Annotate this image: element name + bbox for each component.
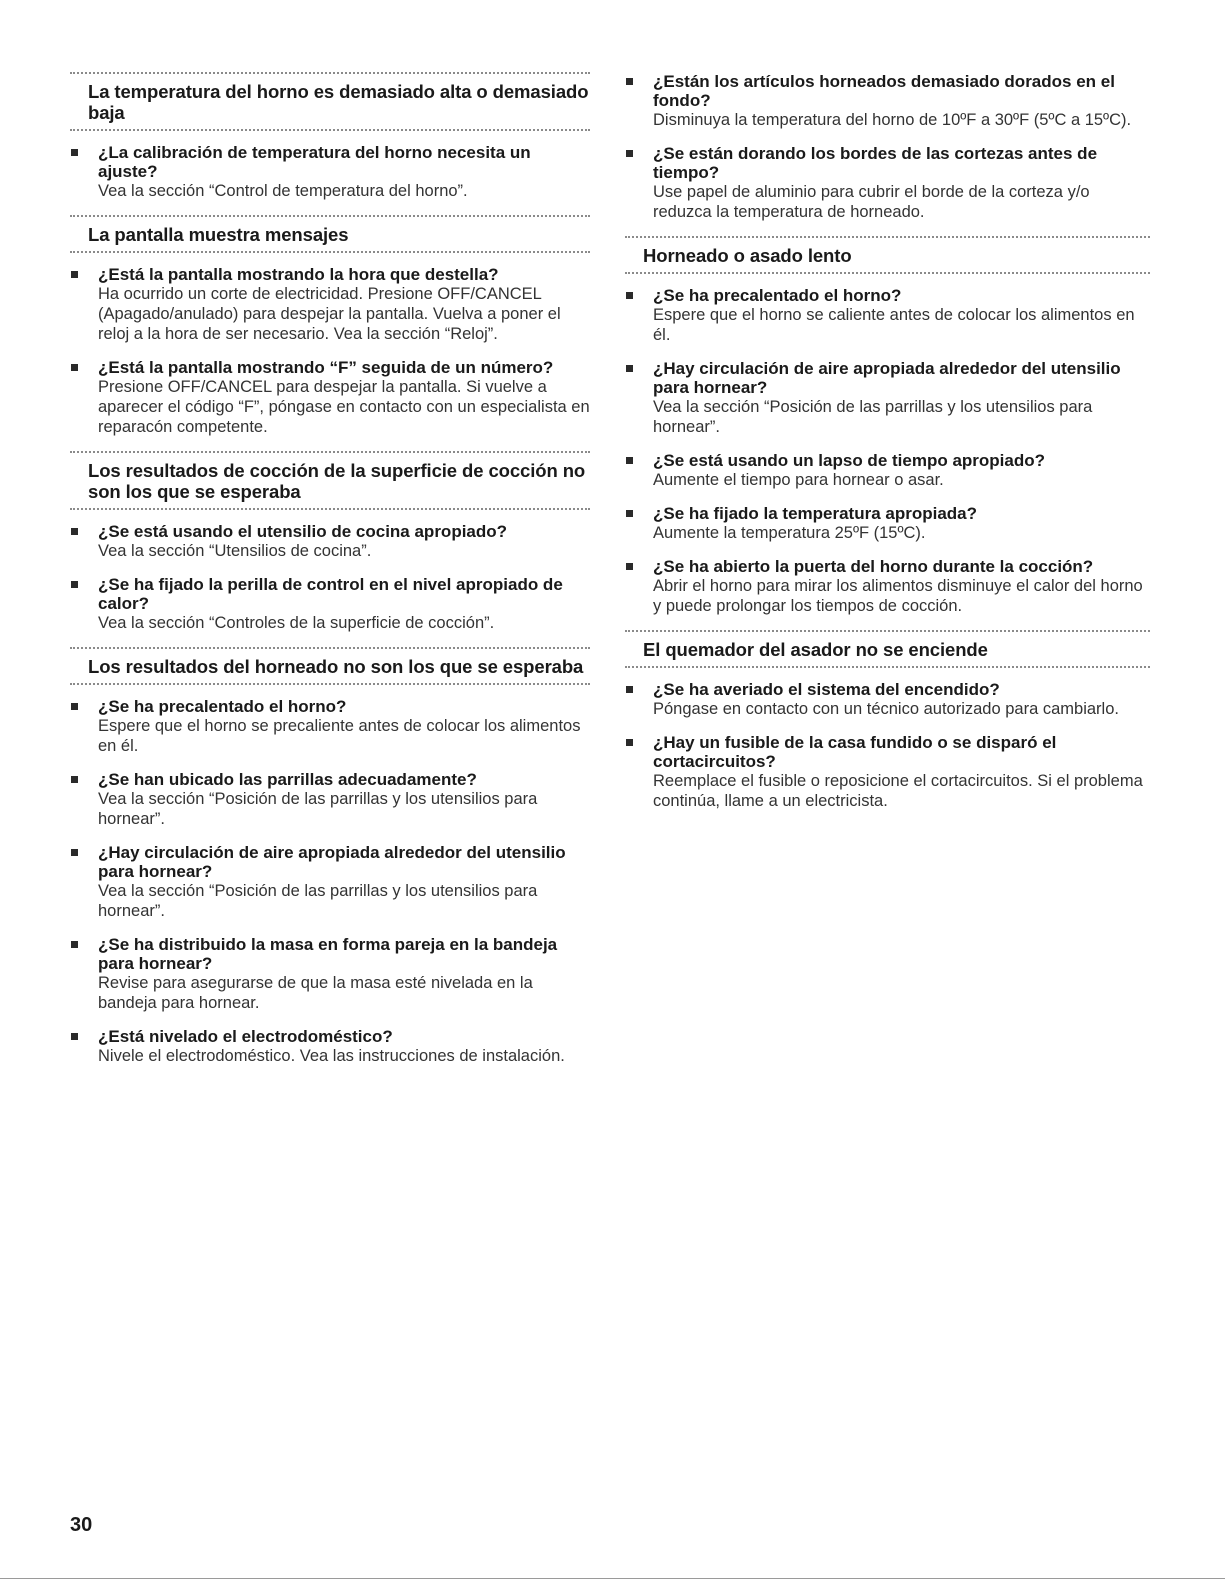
question: ¿Hay circulación de aire apropiada alrededor del utensilio para hornear? bbox=[653, 359, 1121, 397]
bullet-square-icon bbox=[626, 686, 633, 693]
question: ¿Se ha averiado el sistema del encendido? bbox=[653, 680, 1000, 699]
answer: Use papel de aluminio para cubrir el borde de la corteza y/o reduzca la temperatura de horneado. bbox=[653, 183, 1090, 221]
answer: Presione OFF/CANCEL para despejar la pantalla. Si vuelve a aparecer el código “F”, póngase en contacto con un especialista en reparacón competente. bbox=[98, 378, 590, 436]
left-column bbox=[70, 72, 590, 1080]
bullet-square-icon bbox=[626, 78, 633, 85]
bullet-square-icon bbox=[71, 271, 78, 278]
answer: Vea la sección “Posición de las parrillas y los utensilios para hornear”. bbox=[653, 398, 1093, 436]
list-item bbox=[625, 359, 1150, 437]
bullet-square-icon bbox=[71, 528, 78, 535]
answer: Vea la sección “Utensilios de cocina”. bbox=[98, 542, 372, 560]
question: ¿Está la pantalla mostrando “F” seguida de un número? bbox=[98, 358, 554, 377]
bullet-square-icon bbox=[71, 149, 78, 156]
question: ¿Se han ubicado las parrillas adecuadamente? bbox=[98, 770, 477, 789]
list-item bbox=[70, 265, 590, 344]
list-item bbox=[625, 733, 1150, 811]
answer: Nivele el electrodoméstico. Vea las instrucciones de instalación. bbox=[98, 1047, 565, 1065]
bullet-square-icon bbox=[626, 563, 633, 570]
bullet-square-icon bbox=[71, 849, 78, 856]
answer: Espere que el horno se caliente antes de colocar los alimentos en él. bbox=[653, 306, 1135, 344]
bullet-square-icon bbox=[71, 1033, 78, 1040]
bullet-square-icon bbox=[71, 581, 78, 588]
answer: Vea la sección “Controles de la superficie de cocción”. bbox=[98, 614, 495, 632]
list-item bbox=[625, 557, 1150, 616]
section-quemador-asador bbox=[625, 630, 1150, 811]
list-item bbox=[70, 697, 590, 756]
answer: Vea la sección “Posición de las parrillas y los utensilios para hornear”. bbox=[98, 790, 538, 828]
question: ¿Se están dorando los bordes de las cortezas antes de tiempo? bbox=[653, 144, 1098, 182]
list-item bbox=[70, 358, 590, 437]
answer: Disminuya la temperatura del horno de 10ºF a 30ºF (5ºC a 15ºC). bbox=[653, 111, 1132, 129]
section-heading: La temperatura del horno es demasiado alta o demasiado baja bbox=[88, 81, 589, 123]
section-pantalla bbox=[70, 215, 590, 437]
question: ¿Está la pantalla mostrando la hora que destella? bbox=[98, 265, 499, 284]
list-item bbox=[70, 575, 590, 633]
answer: Aumente el tiempo para hornear o asar. bbox=[653, 471, 944, 489]
section-heading: La pantalla muestra mensajes bbox=[88, 224, 349, 245]
question: ¿Se ha fijado la temperatura apropiada? bbox=[653, 504, 978, 523]
list-item bbox=[70, 770, 590, 829]
section-superficie bbox=[70, 451, 590, 633]
bullet-square-icon bbox=[626, 292, 633, 299]
list-item bbox=[70, 935, 590, 1013]
question: ¿Están los artículos horneados demasiado dorados en el fondo? bbox=[653, 72, 1115, 110]
section-heading: Los resultados de cocción de la superficie de cocción no son los que se esperaba bbox=[88, 460, 586, 502]
question: ¿Se ha precalentado el horno? bbox=[98, 697, 347, 716]
question: ¿Se está usando el utensilio de cocina apropiado? bbox=[98, 522, 508, 541]
bullet-square-icon bbox=[626, 365, 633, 372]
continued-items bbox=[625, 72, 1150, 222]
bullet-square-icon bbox=[626, 739, 633, 746]
list-item bbox=[625, 286, 1150, 345]
list-item bbox=[625, 680, 1150, 719]
question: ¿Se ha abierto la puerta del horno durante la cocción? bbox=[653, 557, 1094, 576]
list-item bbox=[625, 504, 1150, 543]
section-heading: Horneado o asado lento bbox=[643, 245, 852, 266]
list-item bbox=[70, 522, 590, 561]
list-item bbox=[625, 144, 1150, 222]
bullet-square-icon bbox=[71, 364, 78, 371]
bullet-square-icon bbox=[71, 941, 78, 948]
list-item bbox=[625, 451, 1150, 490]
question: ¿Hay un fusible de la casa fundido o se disparó el cortacircuitos? bbox=[653, 733, 1057, 771]
answer: Vea la sección “Posición de las parrillas y los utensilios para hornear”. bbox=[98, 882, 538, 920]
section-horneado-lento bbox=[625, 236, 1150, 616]
question: ¿La calibración de temperatura del horno necesita un ajuste? bbox=[98, 143, 531, 181]
question: ¿Se ha fijado la perilla de control en el nivel apropiado de calor? bbox=[98, 575, 563, 613]
answer: Aumente la temperatura 25ºF (15ºC). bbox=[653, 524, 926, 542]
answer: Reemplace el fusible o reposicione el cortacircuitos. Si el problema continúa, llame a un electricista. bbox=[653, 772, 1143, 810]
answer: Ha ocurrido un corte de electricidad. Presione OFF/CANCEL (Apagado/anulado) para despejar la pantalla. Vuelva a poner el reloj a la hora de ser necesario. Vea la sección “Reloj”. bbox=[98, 285, 561, 343]
question: ¿Hay circulación de aire apropiada alrededor del utensilio para hornear? bbox=[98, 843, 566, 881]
right-column bbox=[625, 72, 1150, 825]
bullet-square-icon bbox=[71, 776, 78, 783]
list-item bbox=[70, 1027, 590, 1066]
bullet-square-icon bbox=[71, 703, 78, 710]
list-item bbox=[70, 143, 590, 201]
bullet-square-icon bbox=[626, 510, 633, 517]
answer: Revise para asegurarse de que la masa esté nivelada en la bandeja para hornear. bbox=[98, 974, 533, 1012]
question: ¿Está nivelado el electrodoméstico? bbox=[98, 1027, 393, 1046]
list-item bbox=[70, 843, 590, 921]
answer: Vea la sección “Control de temperatura del horno”. bbox=[98, 182, 468, 200]
answer: Póngase en contacto con un técnico autorizado para cambiarlo. bbox=[653, 700, 1119, 718]
page-number: 30 bbox=[70, 1514, 93, 1536]
section-heading: El quemador del asador no se enciende bbox=[643, 639, 988, 660]
question: ¿Se ha precalentado el horno? bbox=[653, 286, 902, 305]
bullet-square-icon bbox=[626, 150, 633, 157]
section-temperatura bbox=[70, 72, 590, 201]
question: ¿Se ha distribuido la masa en forma pareja en la bandeja para hornear? bbox=[98, 935, 558, 973]
question: ¿Se está usando un lapso de tiempo apropiado? bbox=[653, 451, 1045, 470]
bullet-square-icon bbox=[626, 457, 633, 464]
list-item bbox=[625, 72, 1150, 130]
section-heading: Los resultados del horneado no son los que se esperaba bbox=[88, 656, 584, 677]
answer: Espere que el horno se precaliente antes de colocar los alimentos en él. bbox=[98, 717, 581, 755]
section-horneado bbox=[70, 647, 590, 1066]
page-bottom-rule bbox=[0, 1578, 1225, 1579]
answer: Abrir el horno para mirar los alimentos disminuye el calor del horno y puede prolongar los tiempos de cocción. bbox=[653, 577, 1143, 615]
